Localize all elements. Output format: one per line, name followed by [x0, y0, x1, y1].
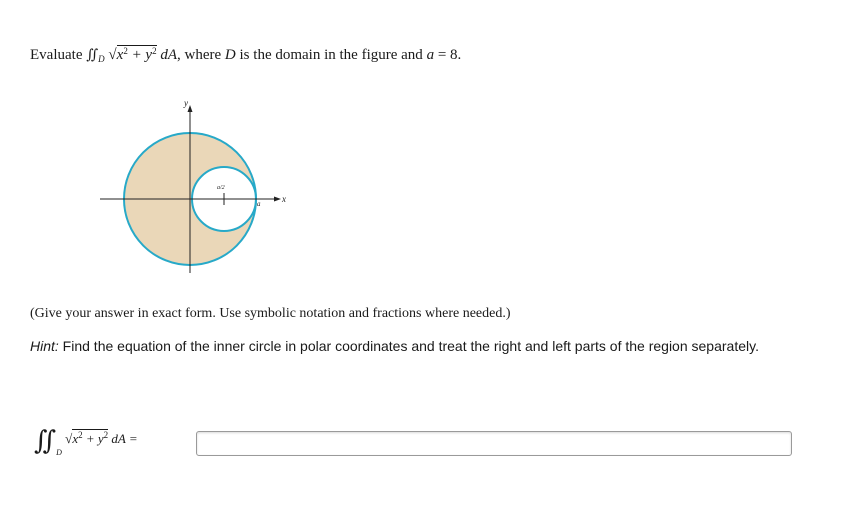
y-axis-arrow [188, 105, 193, 112]
answer-integral-sign: ∬ [34, 426, 57, 455]
y-axis-label: y [184, 98, 188, 108]
double-integral-sign: ∬ [86, 48, 99, 63]
answer-sqrt-symbol: √ [65, 431, 73, 446]
x-axis-label: x [282, 194, 286, 204]
integrand: $x^2 + y^2$ [116, 46, 157, 63]
hint-text [30, 338, 759, 354]
problem-prefix: Evaluate [30, 47, 83, 63]
answer-domain-subscript: D [56, 448, 62, 457]
answer-expression [34, 426, 138, 457]
answer-differential: dA = [108, 431, 138, 446]
answer-input[interactable] [196, 431, 792, 456]
half-a-label: a/2 [217, 185, 225, 191]
answer-format-note: (Give your answer in exact form. Use symbolic notation and fractions where needed.) [30, 306, 511, 321]
answer-integrand: $x^2 + y^2$ [72, 430, 109, 446]
a-label: a [257, 200, 261, 208]
hint-label: Hint: [30, 338, 59, 354]
problem-statement: Evaluate $∬_D$ $√x^2 + y^2$ dA, where D is the domain in the figure and a = 8. [30, 46, 462, 64]
param-value: = 8. [434, 47, 462, 63]
sqrt-symbol: √ [108, 47, 117, 63]
domain-name: D [224, 47, 236, 63]
hint-body: Find the equation of the inner circle in polar coordinates and treat the right and left parts of the region separately. [58, 338, 759, 354]
param-name: a [426, 47, 435, 63]
differential: dA [160, 47, 178, 63]
x-axis-arrow [274, 197, 281, 202]
domain-figure-svg [95, 95, 295, 275]
domain-figure [95, 95, 295, 280]
domain-subscript: D [98, 54, 105, 64]
